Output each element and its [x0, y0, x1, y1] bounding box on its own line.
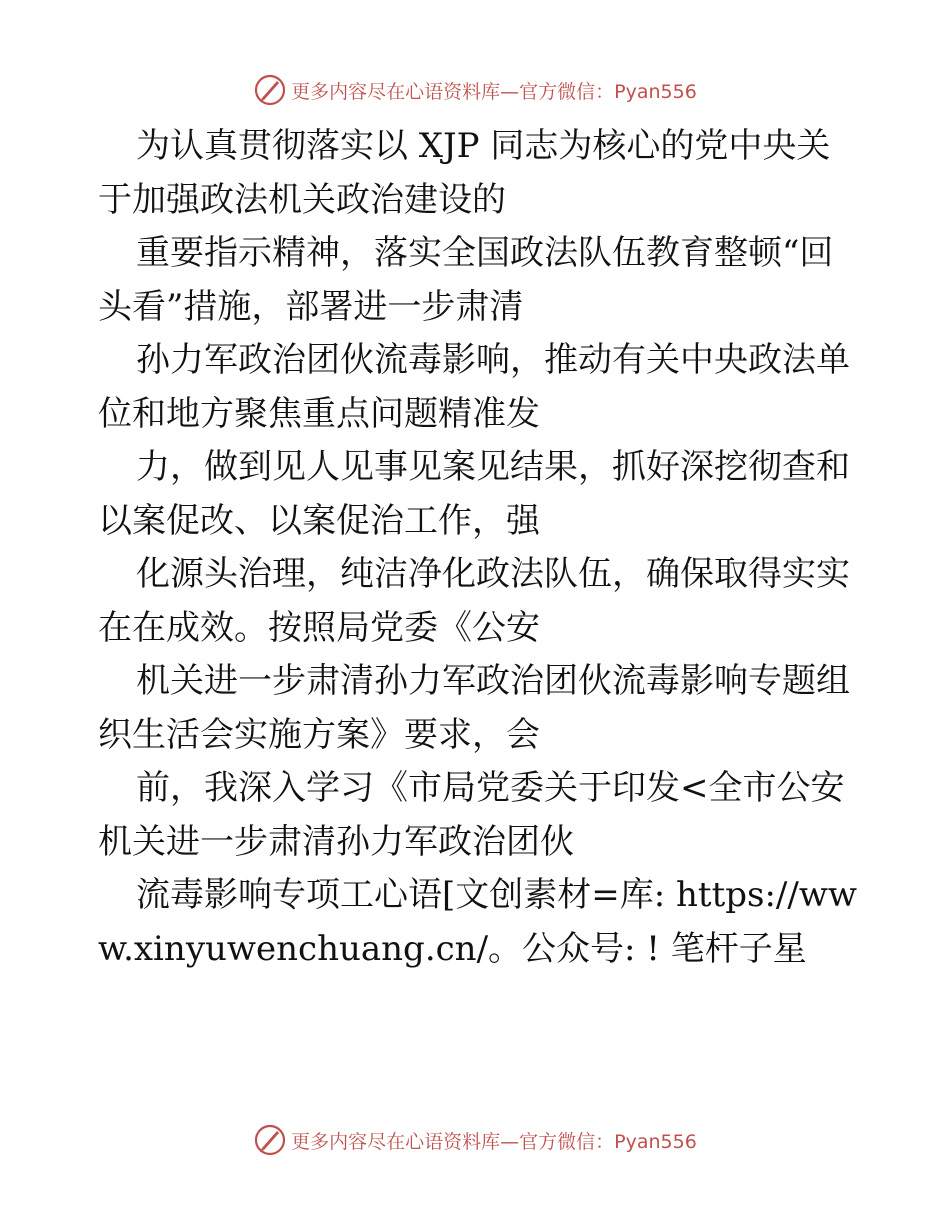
footer-watermark-text: 更多内容尽在心语资料库—官方微信：Pyan556: [291, 1130, 697, 1153]
paragraph-5: 化源头治理，纯洁净化政法队伍，确保取得实实在在成效。按照局党委《公安: [98, 554, 850, 648]
header-watermark-text: 更多内容尽在心语资料库—官方微信：Pyan556: [291, 80, 697, 103]
paragraph-1: 为认真贯彻落实以 XJP 同志为核心的党中央关于加强政法机关政治建设的: [98, 126, 831, 220]
quill-pen-logo-icon: [253, 1123, 287, 1157]
header-watermark: [0, 70, 950, 110]
document-body: [98, 120, 858, 976]
paragraph-6: 机关进一步肃清孙力军政治团伙流毒影响专题组织生活会实施方案》要求，会: [98, 661, 850, 755]
quill-pen-logo-icon: [253, 73, 287, 107]
paragraph-8: 流毒影响专项工心语[文创素材=库: https://www.xinyuwenchuang.cn/。公众号: ! 笔杆子星: [98, 875, 858, 969]
paragraph-7: 前，我深入学习《市局党委关于印发<全市公安机关进一步肃清孙力军政治团伙: [98, 768, 845, 862]
paragraph-2: 重要指示精神，落实全国政法队伍教育整顿“回头看”措施，部署进一步肃清: [98, 233, 834, 327]
footer-watermark: [0, 1120, 950, 1160]
paragraph-4: 力，做到见人见事见案见结果，抓好深挖彻查和以案促改、以案促治工作，强: [98, 447, 850, 541]
paragraph-3: 孙力军政治团伙流毒影响，推动有关中央政法单位和地方聚焦重点问题精准发: [98, 340, 850, 434]
